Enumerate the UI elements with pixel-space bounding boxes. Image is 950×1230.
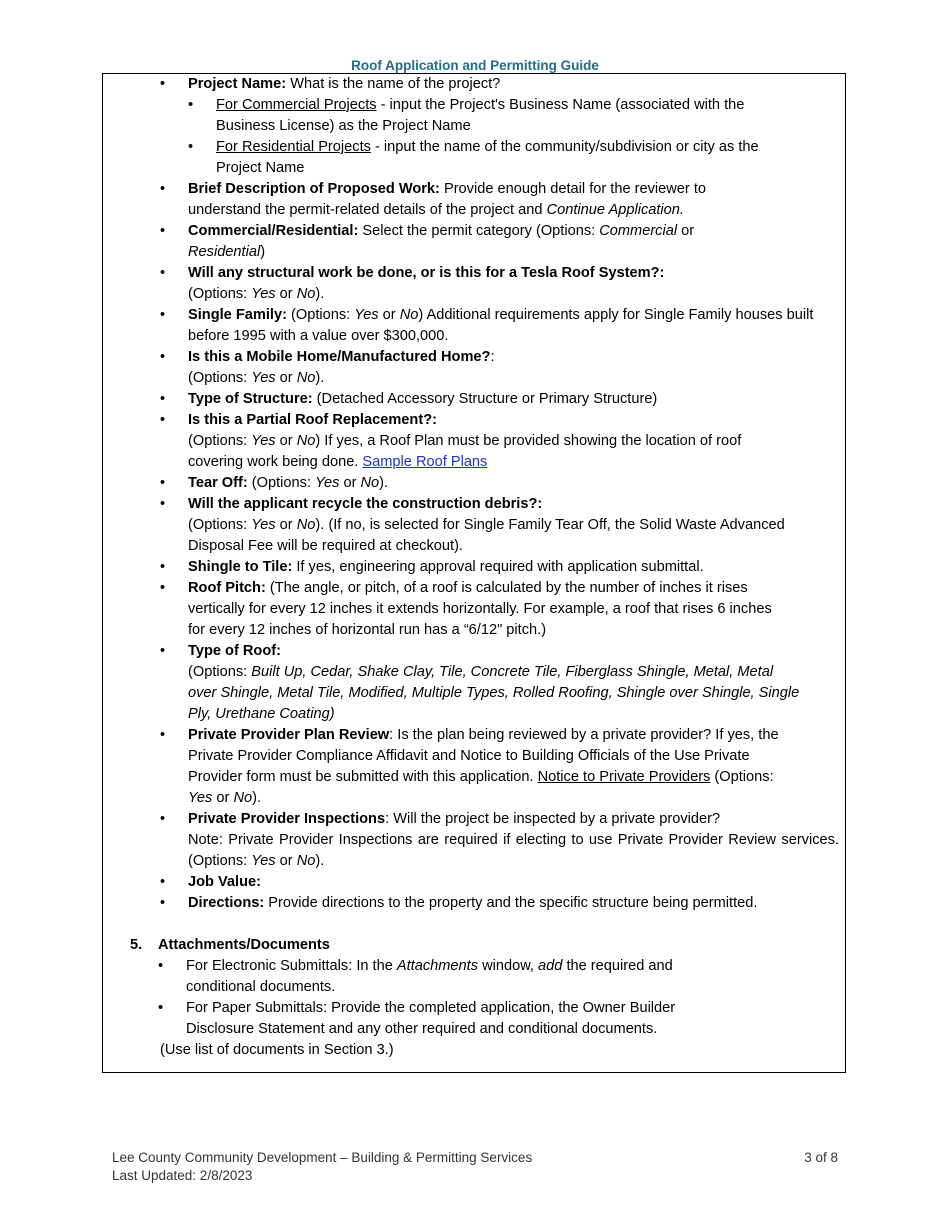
page-number: 3 of 8 xyxy=(804,1150,838,1165)
list-item-brief-description: • Brief Description of Proposed Work: Provide enough detail for the reviewer to understand the permit-related details of the project and Continue Application. xyxy=(103,179,845,221)
notice-to-private-providers-link[interactable]: Notice to Private Providers xyxy=(537,769,711,785)
footer-organization: Lee County Community Development – Building & Permitting Services xyxy=(112,1150,533,1165)
list-item-directions: • Directions: Provide directions to the property and the specific structure being permitted. xyxy=(103,893,845,914)
residential-projects-label: For Residential Projects xyxy=(216,139,371,155)
item-label: Project Name: xyxy=(188,76,287,92)
list-item-electronic-submittals: • For Electronic Submittals: In the Attachments window, add the required and conditional documents. xyxy=(103,956,845,998)
list-item-private-provider-inspections: • Private Provider Inspections: Will the project be inspected by a private provider? Note: Private Provider Inspections are required if electing to use Private Provider Review services. (Options: Yes or No). xyxy=(103,809,845,872)
list-item-paper-submittals: • For Paper Submittals: Provide the completed application, the Owner Builder Disclosure Statement and any other required and conditional documents. xyxy=(103,998,845,1040)
list-item-shingle-to-tile: • Shingle to Tile: If yes, engineering approval required with application submittal. xyxy=(103,557,845,578)
commercial-projects-label: For Commercial Projects xyxy=(216,97,377,113)
attachments-list xyxy=(103,956,845,1040)
list-item-structure-type: • Type of Structure: (Detached Accessory Structure or Primary Structure) xyxy=(103,389,845,410)
list-item-recycle-debris: • Will the applicant recycle the construction debris?: (Options: Yes or No). (If no, is selected for Single Family Tear Off, the Solid Waste Advanced Disposal Fee will be required at checkout). xyxy=(103,494,845,557)
list-item-private-provider-review: • Private Provider Plan Review: Is the plan being reviewed by a private provider? If yes, the Private Provider Compliance Affidavit and Notice to Building Officials of the Use Private Provider form must be submitted with this application. Notice to Private Providers (Options: Yes or No). xyxy=(103,725,845,809)
list-item-commercial-projects: • For Commercial Projects - input the Project's Business Name (associated with the Business License) as the Project Name xyxy=(188,95,839,137)
list-item-project-name: • Project Name: What is the name of the project? • For Commercial Projects - input the Project's Business Name (associated with the Business License) as the Project Name • For Residential Projects - input the name of the community/subdivision or city as the Project Name xyxy=(103,74,845,179)
list-item-structural-work: • Will any structural work be done, or is this for a Tesla Roof System?: (Options: Yes or No). xyxy=(103,263,845,305)
section-5-heading: 5. Attachments/Documents xyxy=(130,937,330,953)
footer-last-updated: Last Updated: 2/8/2023 xyxy=(112,1168,253,1183)
document-header-title: Roof Application and Permitting Guide xyxy=(351,58,599,73)
section-3-note: (Use list of documents in Section 3.) xyxy=(160,1042,394,1058)
list-item-roof-pitch: • Roof Pitch: (The angle, or pitch, of a roof is calculated by the number of inches it rises vertically for every 12 inches it extends horizontally. For example, a roof that rises 6 inches for every 12 inches of horizontal run has a “6/12" pitch.) xyxy=(103,578,845,641)
list-item-mobile-home: • Is this a Mobile Home/Manufactured Home?: (Options: Yes or No). xyxy=(103,347,845,389)
sample-roof-plans-link[interactable]: Sample Roof Plans xyxy=(362,454,488,470)
list-item-residential-projects: • For Residential Projects - input the name of the community/subdivision or city as the Project Name xyxy=(188,137,839,179)
page-footer xyxy=(112,1149,838,1185)
field-list xyxy=(103,74,845,914)
document-body xyxy=(103,74,845,1061)
list-item-roof-type: • Type of Roof: (Options: Built Up, Cedar, Shake Clay, Tile, Concrete Tile, Fiberglass Shingle, Metal, Metal over Shingle, Metal Tile, Modified, Multiple Types, Rolled Roofing, Shingle over Shingle, Single Ply, Urethane Coating) xyxy=(103,641,845,725)
list-item-job-value: • Job Value: xyxy=(103,872,845,893)
list-item-single-family: • Single Family: (Options: Yes or No) Additional requirements apply for Single Family houses built before 1995 with a value over $300,000. xyxy=(103,305,845,347)
list-item-commercial-residential: • Commercial/Residential: Select the permit category (Options: Commercial or Residential) xyxy=(103,221,845,263)
sub-list xyxy=(188,95,839,179)
private-provider-note: Note: Private Provider Inspections are required if electing to use Private Provider Review services. (Options: Yes or No). xyxy=(188,832,839,869)
list-item-tear-off: • Tear Off: (Options: Yes or No). xyxy=(103,473,845,494)
list-item-partial-roof: • Is this a Partial Roof Replacement?: (Options: Yes or No) If yes, a Roof Plan must be provided showing the location of roof covering work being done. Sample Roof Plans xyxy=(103,410,845,473)
